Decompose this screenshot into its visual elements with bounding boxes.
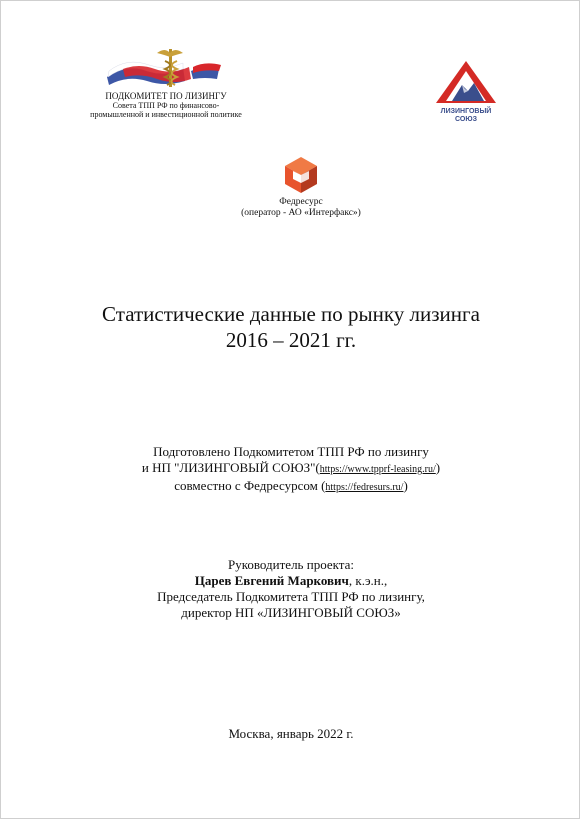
leasing-union-logo — [431, 59, 501, 124]
caduceus-flag-icon — [105, 47, 225, 89]
tpp-logo-subtitle-1: Совета ТПП РФ по финансово- — [112, 101, 220, 110]
prepared-line-2-text: и НП "ЛИЗИНГОВЫЙ СОЮЗ"( — [141, 460, 320, 475]
fedresurs-logo — [181, 155, 421, 219]
tpp-logo-title: ПОДКОМИТЕТ ПО ЛИЗИНГУ — [105, 91, 227, 101]
title-line-2: 2016 – 2021 гг. — [225, 328, 357, 352]
fedresurs-operator: (оператор - АО «Интерфакс») — [241, 208, 361, 218]
tpp-logo-subtitle-2: промышленной и инвестиционной политике — [90, 110, 242, 119]
prepared-by-block — [41, 444, 541, 496]
prepared-line-2 — [41, 460, 541, 478]
prepared-line-3-suffix: ) — [403, 478, 408, 493]
union-logo-label-1: ЛИЗИНГОВЫЙ — [440, 108, 492, 115]
tpp-leasing-subcommittee-logo — [83, 47, 253, 119]
fedresurs-name: Федресурс — [279, 197, 323, 207]
tpprf-leasing-link[interactable]: https://www.tpprf-leasing.ru/ — [319, 464, 436, 475]
fedresurs-cube-icon — [281, 155, 321, 195]
prepared-line-3-text: совместно с Федресурсом ( — [174, 478, 326, 493]
document-title — [41, 301, 541, 353]
prepared-line-2-suffix: ) — [435, 460, 441, 475]
mountain-triangle-icon — [434, 59, 498, 103]
manager-position-1: Председатель Подкомитета ТПП РФ по лизингу, — [157, 589, 425, 604]
manager-name: Царев Евгений Маркович — [194, 573, 349, 588]
union-logo-label-2: СОЮЗ — [455, 116, 477, 123]
prepared-line-1: Подготовлено Подкомитетом ТПП РФ по лизингу — [153, 444, 429, 459]
manager-name-line — [41, 573, 541, 589]
fedresurs-link[interactable]: https://fedresurs.ru/ — [325, 482, 404, 493]
title-line-1: Статистические данные по рынку лизинга — [102, 302, 480, 326]
manager-degree: , к.э.н., — [348, 573, 388, 588]
manager-heading: Руководитель проекта: — [227, 557, 354, 572]
prepared-line-3 — [41, 478, 541, 496]
project-manager-block — [41, 557, 541, 621]
place-date: Москва, январь 2022 г. — [228, 726, 354, 741]
manager-position-2: директор НП «ЛИЗИНГОВЫЙ СОЮЗ» — [181, 605, 401, 620]
